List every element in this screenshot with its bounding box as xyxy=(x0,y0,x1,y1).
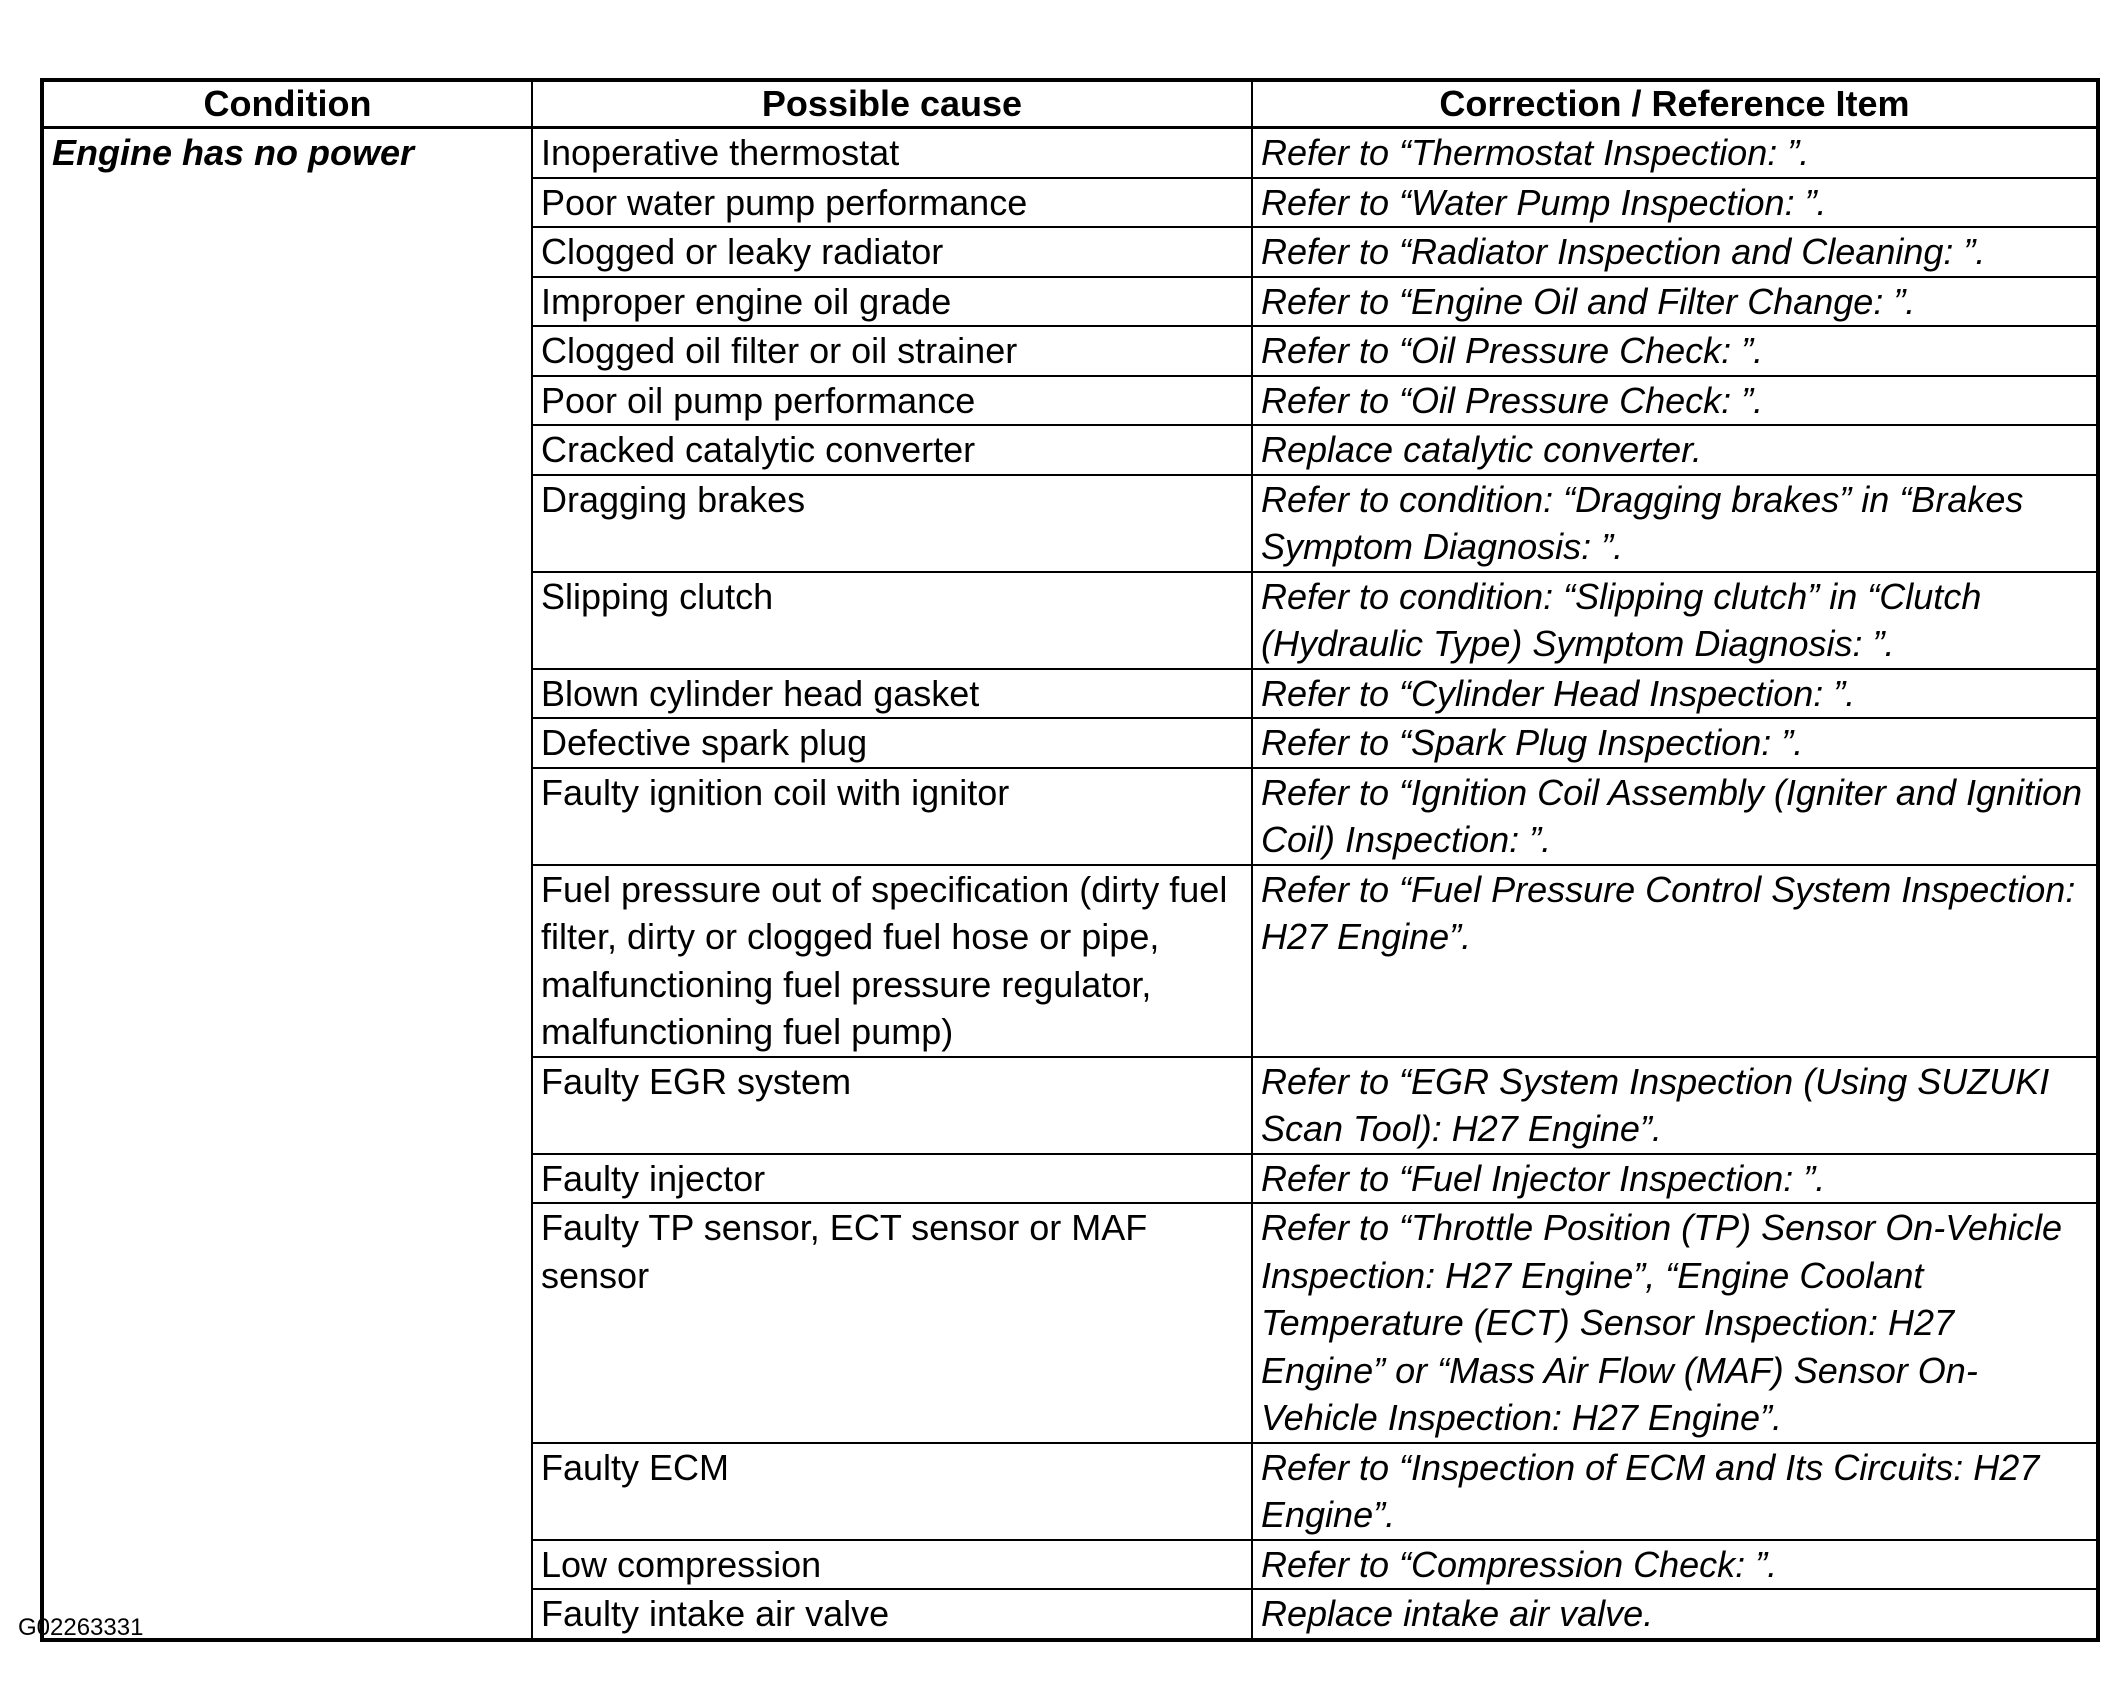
correction-cell: Refer to “Radiator Inspection and Cleaning: ”. xyxy=(1252,227,2098,277)
correction-cell: Refer to “Engine Oil and Filter Change: ”. xyxy=(1252,277,2098,327)
condition-cell: Engine has no power xyxy=(42,128,532,1640)
header-correction: Correction / Reference Item xyxy=(1252,80,2098,128)
cause-cell: Clogged or leaky radiator xyxy=(532,227,1252,277)
table-row xyxy=(42,128,2098,178)
correction-cell: Refer to “Thermostat Inspection: ”. xyxy=(1252,128,2098,178)
correction-cell: Refer to “EGR System Inspection (Using SUZUKI Scan Tool): H27 Engine”. xyxy=(1252,1057,2098,1154)
correction-cell: Replace intake air valve. xyxy=(1252,1589,2098,1640)
correction-cell: Refer to condition: “Slipping clutch” in “Clutch (Hydraulic Type) Symptom Diagnosis: ”. xyxy=(1252,572,2098,669)
figure-id: G02263331 xyxy=(18,1614,144,1641)
cause-cell: Faulty TP sensor, ECT sensor or MAF sensor xyxy=(532,1203,1252,1443)
cause-cell: Faulty ignition coil with ignitor xyxy=(532,768,1252,865)
diagnosis-table xyxy=(40,78,2100,1642)
cause-cell: Fuel pressure out of specification (dirty fuel filter, dirty or clogged fuel hose or pipe, malfunctioning fuel pressure regulator, malfunctioning fuel pump) xyxy=(532,865,1252,1057)
cause-cell: Inoperative thermostat xyxy=(532,128,1252,178)
cause-cell: Blown cylinder head gasket xyxy=(532,669,1252,719)
cause-cell: Dragging brakes xyxy=(532,475,1252,572)
correction-cell: Refer to “Fuel Pressure Control System Inspection: H27 Engine”. xyxy=(1252,865,2098,1057)
cause-cell: Faulty ECM xyxy=(532,1443,1252,1540)
cause-cell: Faulty injector xyxy=(532,1154,1252,1204)
correction-cell: Replace catalytic converter. xyxy=(1252,425,2098,475)
correction-cell: Refer to “Water Pump Inspection: ”. xyxy=(1252,178,2098,228)
cause-cell: Improper engine oil grade xyxy=(532,277,1252,327)
correction-cell: Refer to “Compression Check: ”. xyxy=(1252,1540,2098,1590)
correction-cell: Refer to condition: “Dragging brakes” in “Brakes Symptom Diagnosis: ”. xyxy=(1252,475,2098,572)
correction-cell: Refer to “Oil Pressure Check: ”. xyxy=(1252,326,2098,376)
cause-cell: Defective spark plug xyxy=(532,718,1252,768)
cause-cell: Faulty intake air valve xyxy=(532,1589,1252,1640)
correction-cell: Refer to “Cylinder Head Inspection: ”. xyxy=(1252,669,2098,719)
correction-cell: Refer to “Throttle Position (TP) Sensor On-Vehicle Inspection: H27 Engine”, “Engine Coolant Temperature (ECT) Sensor Inspection: H27 Engine” or “Mass Air Flow (MAF) Sensor On-Vehicle Inspection: H27 Engine”. xyxy=(1252,1203,2098,1443)
table-header-row xyxy=(42,80,2098,128)
cause-cell: Low compression xyxy=(532,1540,1252,1590)
cause-cell: Slipping clutch xyxy=(532,572,1252,669)
cause-cell: Clogged oil filter or oil strainer xyxy=(532,326,1252,376)
header-condition: Condition xyxy=(42,80,532,128)
header-possible-cause: Possible cause xyxy=(532,80,1252,128)
correction-cell: Refer to “Oil Pressure Check: ”. xyxy=(1252,376,2098,426)
cause-cell: Poor water pump performance xyxy=(532,178,1252,228)
correction-cell: Refer to “Ignition Coil Assembly (Igniter and Ignition Coil) Inspection: ”. xyxy=(1252,768,2098,865)
cause-cell: Cracked catalytic converter xyxy=(532,425,1252,475)
table-body xyxy=(42,128,2098,1640)
correction-cell: Refer to “Inspection of ECM and Its Circuits: H27 Engine”. xyxy=(1252,1443,2098,1540)
cause-cell: Poor oil pump performance xyxy=(532,376,1252,426)
cause-cell: Faulty EGR system xyxy=(532,1057,1252,1154)
correction-cell: Refer to “Spark Plug Inspection: ”. xyxy=(1252,718,2098,768)
correction-cell: Refer to “Fuel Injector Inspection: ”. xyxy=(1252,1154,2098,1204)
